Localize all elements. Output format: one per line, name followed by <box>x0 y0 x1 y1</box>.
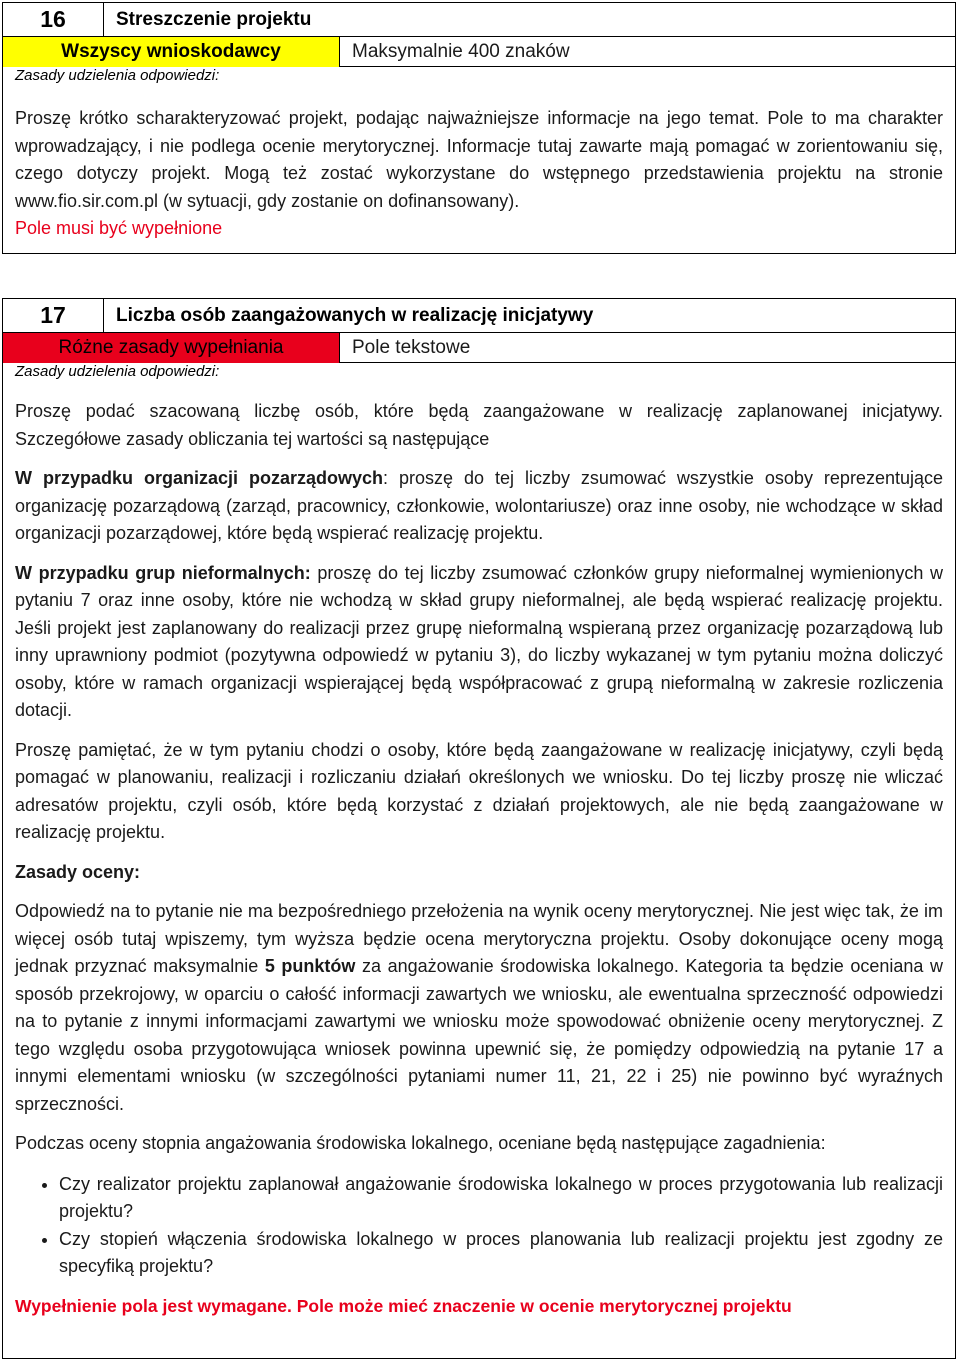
question-header <box>3 3 955 37</box>
question-number: 17 <box>3 299 104 332</box>
reminder-text: Proszę pamiętać, że w tym pytaniu chodzi o osoby, które będą zaangażowane w realizację inicjatywy, czyli będą pomagać w planowaniu, realizacji i rozliczaniu działań określonych we wniosku. Do tej liczby proszę nie wliczać adresatów projektu, czyli osób, które będą korzystać z działań projektowych, ale nie będą zaangażowane w realizację projektu. <box>15 739 943 842</box>
fill-rules-badge: Różne zasady wypełniania <box>3 333 339 363</box>
scoring-heading: Zasady oceny: <box>15 861 141 882</box>
list-item: • Czy realizator projektu zaplanował angażowanie środowiska lokalnego w proces przygotowania lub realizacji projektu? <box>59 1171 943 1226</box>
question-17-box <box>2 298 956 1359</box>
scoring-text-b: za angażowanie środowiska lokalnego. Kategoria ta będzie oceniana w sposób przekrojowy, w oparciu o całość informacji zawartych we wniosku, ale ewentualna sprzeczność odpowiedzi na to pytanie z innymi informacjami zawartymi we wniosku może spowodować obniżenie oceny merytorycznej. Z tego względu osoba przygotowująca wniosek powinna upewnić się, że pomiędzy odpowiedzią na pytanie 17 a innymi elementami wniosku (w szczególności pytaniami numer 11, 21, 22 i 25) nie powinno być wyraźnych sprzeczności. <box>15 956 943 1114</box>
intro-text: Proszę podać szacowaną liczbę osób, które będą zaangażowane w realizację zaplanowanej inicjatywy. Szczegółowe zasady obliczania tej wartości są następujące <box>15 401 943 449</box>
question-17-body <box>15 398 943 1320</box>
field-type-label: Pole tekstowe <box>339 333 955 363</box>
question-title: Streszczenie projektu <box>116 8 312 30</box>
informal-paragraph <box>15 560 943 725</box>
rules-label: Zasady udzielenia odpowiedzi: <box>15 363 220 380</box>
informal-lead: W przypadku grup nieformalnych: <box>15 562 311 583</box>
question-16-body <box>15 105 943 243</box>
scoring-text-a: Odpowiedź na to pytanie nie ma bezpośredniego przełożenia na wynik oceny merytorycznej. Nie jest więc tak, że im więcej osób tutaj wpiszemy, tym wyższa będzie ocena merytoryczna projektu. Osoby dokonujące oceny mogą jednak przyznać maksymalnie <box>15 901 943 976</box>
ngo-text: : proszę do tej liczby zsumować wszystkie osoby reprezentujące organizację pozarządową (zarząd, pracownicy, członkowie, wolontariusze) oraz inne osoby, nie wchodzące w skład organizacji pozarządowej, które będą wspierać realizację projektu. <box>15 468 943 543</box>
question-16-box <box>2 2 956 254</box>
informal-text: proszę do tej liczby zsumować członków grupy nieformalnej wymienionych w pytaniu 7 oraz inne osoby, które nie wchodzą w skład grupy nieformalnej, ale będą wspierać realizację projektu. Jeśli projekt jest zaplanowany do realizacji przez grupę nieformalną wspieraną przez organizację pozarządową lub inny uprawniony podmiot (pozytywna odpowiedź w pytaniu 3), do liczby wykazanej w tym pytaniu można doliczyć osoby, które w ramach organizacji wspierającej będą współpracować z grupą nieformalną w zakresie rozliczenia dotacji. <box>15 562 943 720</box>
question-header <box>3 299 955 333</box>
scoring-paragraph <box>15 898 943 1118</box>
rules-label: Zasady udzielenia odpowiedzi: <box>15 67 220 84</box>
question-title: Liczba osób zaangażowanych w realizację inicjatywy <box>116 304 594 326</box>
scoring-points: 5 punktów <box>264 956 356 976</box>
list-item: • Czy stopień włączenia środowiska lokalnego w proces planowania lub realizacji projektu jest zgodny ze specyfiką projektu? <box>59 1226 943 1281</box>
question-number: 16 <box>3 3 104 36</box>
required-note: Pole musi być wypełnione <box>15 218 223 238</box>
ngo-paragraph <box>15 465 943 548</box>
applicants-badge: Wszyscy wnioskodawcy <box>3 37 339 67</box>
evaluation-list <box>15 1171 943 1281</box>
description-text: Proszę krótko scharakteryzować projekt, podając najważniejsze informacje na jego temat. Pole to ma charakter wprowadzający, i nie podlega ocenie merytorycznej. Informacje tutaj zawarte mają pomagać w zorientowaniu się, czego dotyczy projekt. Mogą też zostać wykorzystane do wstępnego przedstawienia projektu na stronie www.fio.sir.com.pl (w sytuacji, gdy zostanie on dofinansowany). <box>15 108 943 211</box>
footer-note: Wypełnienie pola jest wymagane. Pole może mieć znaczenie w ocenie merytorycznej projektu <box>15 1295 792 1316</box>
ngo-lead: W przypadku organizacji pozarządowych <box>15 468 383 488</box>
evaluation-intro: Podczas oceny stopnia angażowania środowiska lokalnego, oceniane będą następujące zagadnienia: <box>15 1133 826 1153</box>
char-limit-label: Maksymalnie 400 znaków <box>339 37 955 67</box>
